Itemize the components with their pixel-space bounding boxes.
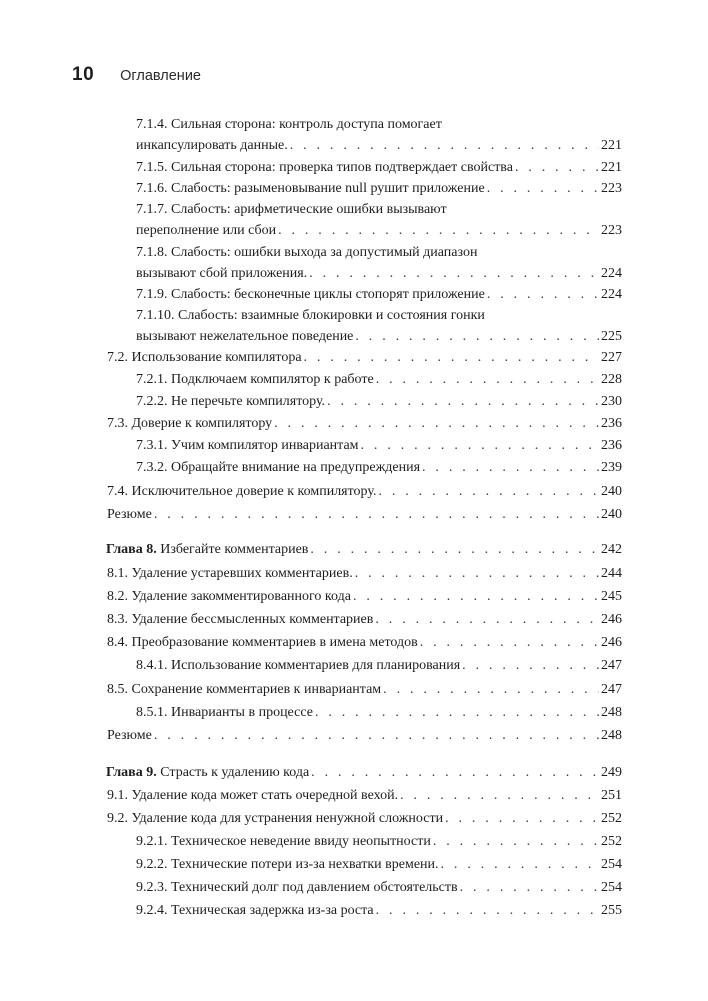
toc-entry-8-5-1[interactable] <box>136 702 622 723</box>
toc-page-number: 224 <box>601 287 622 302</box>
toc-entry-title: инкапсулировать данные. <box>136 138 288 153</box>
toc-entry-9-2-2[interactable] <box>136 854 622 875</box>
toc-entry-7-4[interactable] <box>107 481 622 502</box>
dot-leader <box>445 808 599 829</box>
toc-entry-title: 8.1. Удаление устаревших комментариев. <box>107 566 353 581</box>
toc-entry-title: вызывают нежелательное поведение <box>136 329 354 344</box>
dot-leader <box>304 347 599 368</box>
dot-leader <box>378 481 599 502</box>
dot-leader <box>154 504 599 525</box>
toc-entry-title: 7.3.1. Учим компилятор инвариантам <box>136 438 359 453</box>
dot-leader <box>376 369 599 390</box>
toc-page-number: 223 <box>601 223 622 238</box>
toc-entry-8-2[interactable] <box>107 586 622 607</box>
toc-entry-title: 8.5. Сохранение комментариев к инвариантам <box>107 682 382 697</box>
toc-entry-title: 7.4. Исключительное доверие к компилятору. <box>107 484 377 499</box>
toc-page-number: 254 <box>601 880 622 895</box>
toc-entry-7-1-8[interactable] <box>136 242 622 284</box>
toc-entry-7-3-1[interactable] <box>136 435 622 456</box>
dot-leader <box>274 413 599 434</box>
page-number: 10 <box>72 64 95 85</box>
dot-leader <box>355 563 599 584</box>
toc-entry-9-2-3[interactable] <box>136 877 622 898</box>
dot-leader <box>375 609 599 630</box>
toc-page-number: 252 <box>601 834 622 849</box>
page-header <box>72 64 201 86</box>
toc-page-number: 248 <box>601 728 622 743</box>
dot-leader <box>433 831 599 852</box>
toc-entry-7-1-7[interactable] <box>136 199 622 241</box>
toc-chapter-9[interactable] <box>106 762 622 783</box>
toc-entry-title: 7.3.2. Обращайте внимание на предупреждения <box>136 460 421 475</box>
toc-entry-9-1[interactable] <box>107 785 622 806</box>
toc-page-number: 242 <box>601 542 622 557</box>
toc-page-number: 227 <box>601 350 622 365</box>
toc-page-number: 249 <box>601 765 622 780</box>
dot-leader <box>310 539 599 560</box>
toc-page-number: 236 <box>601 438 622 453</box>
dot-leader <box>422 457 599 478</box>
dot-leader <box>355 326 599 347</box>
toc-entry-7-1-9[interactable] <box>136 284 622 305</box>
dot-leader <box>278 220 599 241</box>
dot-leader <box>487 178 599 199</box>
toc-entry-title: 7.2. Использование компилятора <box>107 350 302 365</box>
toc-entry-9-2-4[interactable] <box>136 900 622 921</box>
toc-entry-title: 7.1.6. Слабость: разыменовывание null рушит приложение <box>136 181 485 196</box>
toc-entry-8-4[interactable] <box>107 632 622 653</box>
dot-leader <box>441 854 599 875</box>
toc-page-number: 246 <box>601 635 622 650</box>
toc-entry-8-3[interactable] <box>107 609 622 630</box>
toc-entry-title: 8.2. Удаление закомментированного кода <box>107 589 351 604</box>
dot-leader <box>315 702 599 723</box>
dot-leader <box>420 632 599 653</box>
dot-leader <box>309 263 599 284</box>
toc-entry-line: 7.1.10. Слабость: взаимные блокировки и состояния гонки <box>136 308 485 323</box>
toc-entry-summary-8[interactable] <box>107 725 622 746</box>
toc-entry-title: Избегайте комментариев <box>160 542 309 557</box>
toc-entry-8-5[interactable] <box>107 679 622 700</box>
toc-page-number: 221 <box>601 138 622 153</box>
running-title: Оглавление <box>120 68 201 84</box>
toc-page-number: 239 <box>601 460 622 475</box>
toc-page-number: 240 <box>601 507 622 522</box>
dot-leader <box>290 135 599 156</box>
toc-entry-8-1[interactable] <box>107 563 622 584</box>
toc-page-number: 246 <box>601 612 622 627</box>
toc-entry-title: 8.4.1. Использование комментариев для планирования <box>136 658 461 673</box>
dot-leader <box>460 877 599 898</box>
toc-page-number: 247 <box>601 658 622 673</box>
toc-entry-7-2-2[interactable] <box>136 391 622 412</box>
toc-entry-title: 9.2.2. Технические потери из-за нехватки времени. <box>136 857 439 872</box>
toc-page-number: 245 <box>601 589 622 604</box>
toc-entry-summary-7[interactable] <box>107 504 622 525</box>
toc-chapter-8[interactable] <box>106 539 622 560</box>
toc-entry-title: 8.4. Преобразование комментариев в имена методов <box>107 635 418 650</box>
toc-entry-7-2[interactable] <box>107 347 622 368</box>
toc-entry-title: 7.2.2. Не перечьте компилятору. <box>136 394 326 409</box>
dot-leader <box>154 725 599 746</box>
toc-entry-title: 9.2.1. Техническое неведение ввиду неопытности <box>136 834 431 849</box>
dot-leader <box>311 762 599 783</box>
chapter-label: Глава 9. <box>106 765 157 780</box>
toc-page-number: 255 <box>601 903 622 918</box>
toc-entry-title: 8.5.1. Инварианты в процессе <box>136 705 313 720</box>
dot-leader <box>361 435 599 456</box>
toc-entry-title: 7.1.5. Сильная сторона: проверка типов подтверждает свойства <box>136 160 513 175</box>
toc-entry-9-2[interactable] <box>107 808 622 829</box>
toc-page-number: 225 <box>601 329 622 344</box>
toc-entry-title: 8.3. Удаление бессмысленных комментариев <box>107 612 374 627</box>
toc-page-number: 223 <box>601 181 622 196</box>
toc-entry-line: 7.1.8. Слабость: ошибки выхода за допустимый диапазон <box>136 245 478 260</box>
toc-entry-line: 7.1.7. Слабость: арифметические ошибки вызывают <box>136 202 447 217</box>
toc-entry-7-1-5[interactable] <box>136 157 622 178</box>
toc-entry-8-4-1[interactable] <box>136 655 622 676</box>
toc-entry-line: 7.1.4. Сильная сторона: контроль доступа помогает <box>136 117 442 132</box>
toc-entry-title: Резюме <box>107 728 152 743</box>
toc-page-number: 252 <box>601 811 622 826</box>
toc-entry-title: 7.2.1. Подключаем компилятор к работе <box>136 372 374 387</box>
toc-entry-title: переполнение или сбои <box>136 223 277 238</box>
toc-entry-title: 7.3. Доверие к компилятору <box>107 416 273 431</box>
toc-entry-title: вызывают сбой приложения. <box>136 266 308 281</box>
toc-entry-7-3[interactable] <box>107 413 622 434</box>
toc-page-number: 221 <box>601 160 622 175</box>
toc-chapter-title <box>106 539 308 560</box>
toc-entry-title: 9.1. Удаление кода может стать очередной вехой. <box>107 788 399 803</box>
toc-page-number: 247 <box>601 682 622 697</box>
toc-entry-7-3-2[interactable] <box>136 457 622 478</box>
dot-leader <box>327 391 599 412</box>
dot-leader <box>515 157 599 178</box>
toc-entry-7-1-4[interactable] <box>136 114 622 156</box>
dot-leader <box>462 655 599 676</box>
toc-page-number: 236 <box>601 416 622 431</box>
toc-entry-title: Резюме <box>107 507 152 522</box>
toc-entry-7-2-1[interactable] <box>136 369 622 390</box>
toc-entry-title: 9.2. Удаление кода для устранения ненужной сложности <box>107 811 444 826</box>
dot-leader <box>376 900 599 921</box>
toc-entry-7-1-10[interactable] <box>136 305 622 347</box>
toc-page-number: 228 <box>601 372 622 387</box>
toc-chapter-title <box>106 762 309 783</box>
toc-page-number: 224 <box>601 266 622 281</box>
toc-page-number: 254 <box>601 857 622 872</box>
toc-entry-7-1-6[interactable] <box>136 178 622 199</box>
toc-entry-title: 7.1.9. Слабость: бесконечные циклы стопорят приложение <box>136 287 485 302</box>
toc-page-number: 244 <box>601 566 622 581</box>
toc-entry-9-2-1[interactable] <box>136 831 622 852</box>
dot-leader <box>383 679 599 700</box>
dot-leader <box>400 785 599 806</box>
toc-entry-title: Страсть к удалению кода <box>160 765 310 780</box>
toc-page-number: 240 <box>601 484 622 499</box>
toc-page-number: 248 <box>601 705 622 720</box>
dot-leader <box>487 284 599 305</box>
toc-page-number: 230 <box>601 394 622 409</box>
dot-leader <box>353 586 599 607</box>
chapter-label: Глава 8. <box>106 542 157 557</box>
toc-entry-title: 9.2.4. Техническая задержка из-за роста <box>136 903 374 918</box>
toc-page-number: 251 <box>601 788 622 803</box>
toc-entry-title: 9.2.3. Технический долг под давлением обстоятельств <box>136 880 458 895</box>
